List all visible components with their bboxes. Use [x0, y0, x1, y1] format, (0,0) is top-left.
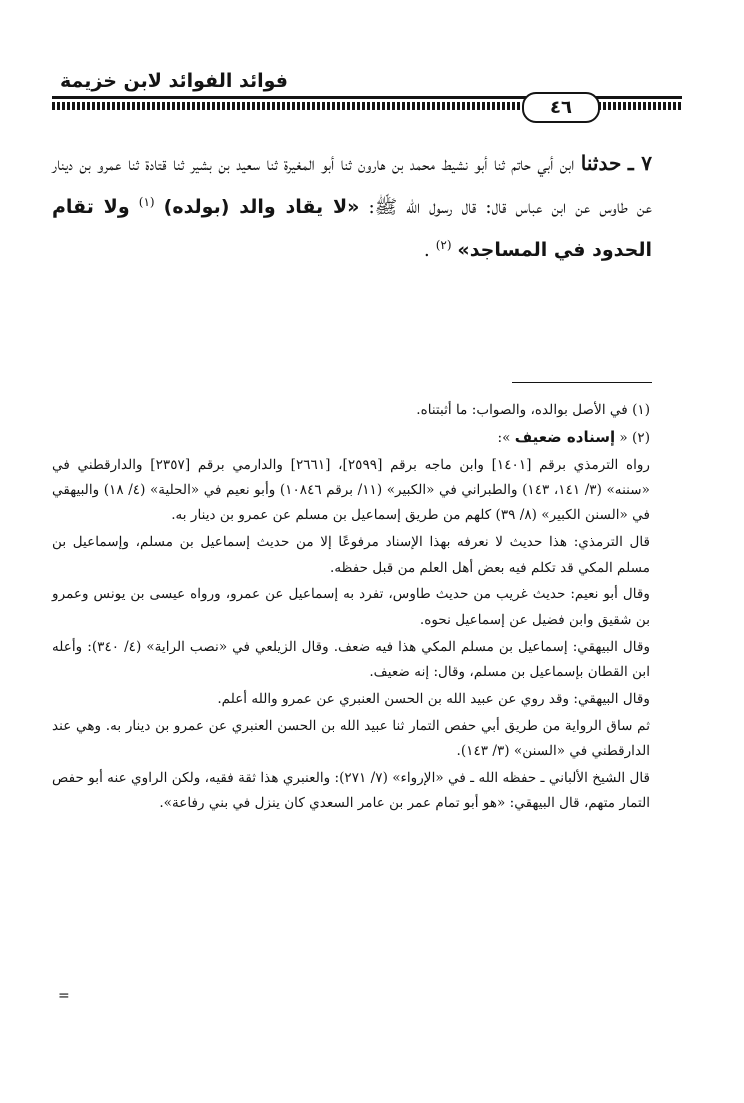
hadith-quote-part1: «لا يقاد والد (بولده)	[163, 196, 360, 218]
footnote-ref-2: (٢)	[435, 237, 452, 252]
hadith-quote-part2: ولا تقام الحدود في المساجد»	[52, 196, 652, 261]
footnote-paragraph-2: قال الترمذي: هذا حديث لا نعرفه بهذا الإسناد مرفوعًا إلا من حديث إسماعيل بن مسلم، وإسماعيل بن مسلم المكي قد تكلم فيه بعض أهل العلم من قبل حفظه.	[52, 534, 650, 576]
hadith-number: ٧ ـ	[627, 151, 653, 175]
footnote-2-marker-end: »:	[497, 429, 511, 446]
hadith-lead-word: حدثنا	[580, 151, 622, 175]
continuation-mark: =	[58, 988, 70, 1004]
footnote-paragraph-3: وقال أبو نعيم: حديث غريب من حديث طاوس، تفرد به إسماعيل عن عمرو، ورواه عيسى بن يونس وعمرو بن شقيق وابن فضيل عن إسماعيل نحوه.	[52, 586, 650, 628]
hadith-isnad: ابن أبي حاتم ثنا أبو نشيط محمد بن هارون ثنا أبو المغيرة ثنا سعيد بن بشير ثنا قتادة ثنا عمرو بن دينار عن طاوس عن ابن عباس قال: قال رسول الله ﷺ:	[52, 154, 652, 218]
footnote-2-marker: (٢) «	[619, 429, 650, 446]
running-header-title: فوائد الفوائد لابن خزيمة	[60, 70, 288, 92]
footnote-paragraph-5: وقال البيهقي: وقد روي عن عبيد الله بن الحسن العنبري عن عمرو والله أعلم.	[217, 690, 650, 707]
footnote-paragraph-4: وقال البيهقي: إسماعيل بن مسلم المكي هذا فيه ضعف. وقال الزيلعي في «نصب الراية» (٤/ ٣٤٠): وأعله ابن القطان بإسماعيل بن مسلم، وقال: إنه ضعيف.	[52, 638, 651, 681]
footnote-separator	[512, 382, 652, 383]
footnote-2-heading: إسناده ضعيف	[514, 427, 616, 446]
footnote-paragraph-1: رواه الترمذي برقم [١٤٠١] وابن ماجه برقم [٢٥٩٩]، [٢٦٦١] والدارمي برقم [٢٣٥٧] والدارقطني في «سننه» (٣/ ١٤١، ١٤٣) والطبراني في «الكبير» (١١/ برقم ١٠٨٤٦) وأبو نعيم في «الحلية» (٤/ ١٨) والبيهقي في «السنن الكبير» (٨/ ٣٩) كلهم من طريق إسماعيل بن مسلم عن عمرو بن دينار به.	[52, 456, 650, 524]
footnotes	[52, 398, 650, 818]
hadith-text	[52, 142, 652, 272]
ornament-band-right	[598, 102, 682, 110]
footnote-1: (١) في الأصل بوالده، والصواب: ما أثبتناه.	[416, 402, 650, 418]
footnote-paragraph-7: قال الشيخ الألباني ـ حفظه الله ـ في «الإرواء» (٧/ ٢٧١): والعنبري هذا ثقة فقيه، ولكن الراوي عنه أبو حفص التمار متهم، قال البيهقي: «هو أبو تمام عمر بن عامر السعدي كان ينزل في بني رفاعة».	[52, 769, 651, 812]
hadith-end-dot: .	[423, 240, 430, 261]
ornament-band-left	[52, 102, 522, 110]
page-number: ٤٦	[522, 92, 600, 123]
footnote-ref-1: (١)	[138, 194, 155, 209]
footnote-paragraph-6: ثم ساق الرواية من طريق أبي حفص التمار ثنا عبيد الله بن الحسن العنبري عن عمرو بن دينار به. وهي عند الدارقطني في «السنن» (٣/ ١٤٣).	[52, 717, 650, 760]
footnote-2-title	[52, 425, 650, 451]
